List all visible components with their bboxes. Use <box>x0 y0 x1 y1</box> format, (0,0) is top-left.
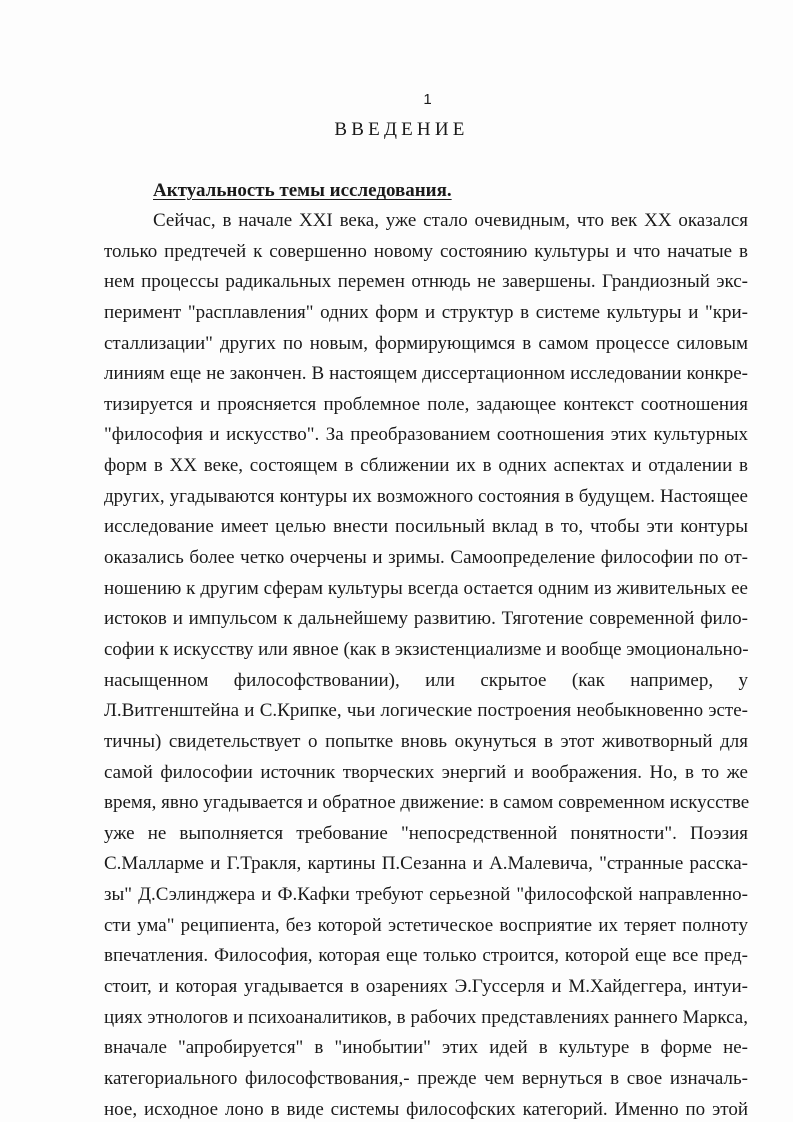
text-line: время, явно угадывается и обратное движение: в самом современном искусстве <box>104 792 750 814</box>
text-line: самой философии источник творческих энергий и воображения. Но, в то же <box>104 761 748 783</box>
section-heading: Актуальность темы исследования. <box>153 180 452 201</box>
text-line: истоков и импульсом к дальнейшему развитию. Тяготение современной фило- <box>104 608 748 630</box>
text-line: впечатления. Философия, которая еще только строится, которой еще все пред- <box>104 945 748 967</box>
text-line: исследование имеет целью внести посильный вклад в то, чтобы эти контуры <box>104 516 748 538</box>
text-line: тизируется и проясняется проблемное поле, задающее контекст соотношения <box>104 393 748 415</box>
text-line: перимент "расплавления" одних форм и структур в системе культуры и "кри- <box>104 301 748 323</box>
text-line: форм в XX веке, состоящем в сближении их в одних аспектах и отдалении в <box>104 455 748 477</box>
text-line: насыщенном философствовании), или скрытое (как например, у <box>104 669 748 691</box>
body-paragraph <box>104 206 748 1125</box>
text-line: софии к искусству или явное (как в экзистенциализме и вообще эмоционально- <box>104 638 749 660</box>
text-line: сти ума" реципиента, без которой эстетическое восприятие их теряет полноту <box>104 914 748 936</box>
text-line: вначале "апробируется" в "инобытии" этих идей в культуре в форме не- <box>104 1037 748 1059</box>
text-line: нем процессы радикальных перемен отнюдь не завершены. Грандиозный экс- <box>104 271 748 293</box>
text-line: оказались более четко очерчены и зримы. Самоопределение философии по от- <box>104 547 748 569</box>
text-line: только предтечей к совершенно новому состоянию культуры и что начатые в <box>104 240 748 262</box>
text-line: категориального философствования,- прежде чем вернуться в свое изначаль- <box>104 1067 748 1089</box>
text-line: линиям еще не закончен. В настоящем диссертационном исследовании конкре- <box>104 363 748 385</box>
text-line: ное, исходное лоно в виде системы философских категорий. Именно по этой <box>104 1098 748 1120</box>
text-line: циях этнологов и психоаналитиков, в рабочих представлениях раннего Маркса, <box>104 1006 748 1028</box>
text-line: стоит, и которая угадывается в озарениях Э.Гуссерля и М.Хайдеггера, интуи- <box>104 976 748 998</box>
text-line: тичны) свидетельствует о попытке вновь окунуться в этот животворный для <box>104 730 748 752</box>
text-line: "философия и искусство". За преобразованием соотношения этих культурных <box>104 424 748 446</box>
text-line: зы" Д.Сэлинджера и Ф.Кафки требуют серьезной "философской направленно- <box>104 884 748 906</box>
page-number: 1 <box>423 91 432 108</box>
page-title: ВВЕДЕНИЕ <box>334 119 469 140</box>
text-line: ношению к другим сферам культуры всегда остается одним из живительных ее <box>104 577 748 599</box>
text-line: С.Малларме и Г.Тракля, картины П.Сезанна и А.Малевича, "странные расска- <box>104 853 748 875</box>
text-line: Л.Витгенштейна и С.Крипке, чьи логические построения необыкновенно эсте- <box>104 700 748 722</box>
text-line: других, угадываются контуры их возможного состояния в будущем. Настоящее <box>104 485 748 507</box>
text-line: Сейчас, в начале XXI века, уже стало очевидным, что век XX оказался <box>153 210 748 231</box>
text-line: сталлизации" других по новым, формирующимся в самом процессе силовым <box>104 332 748 354</box>
text-line: уже не выполняется требование "непосредственной понятности". Поэзия <box>104 822 748 844</box>
